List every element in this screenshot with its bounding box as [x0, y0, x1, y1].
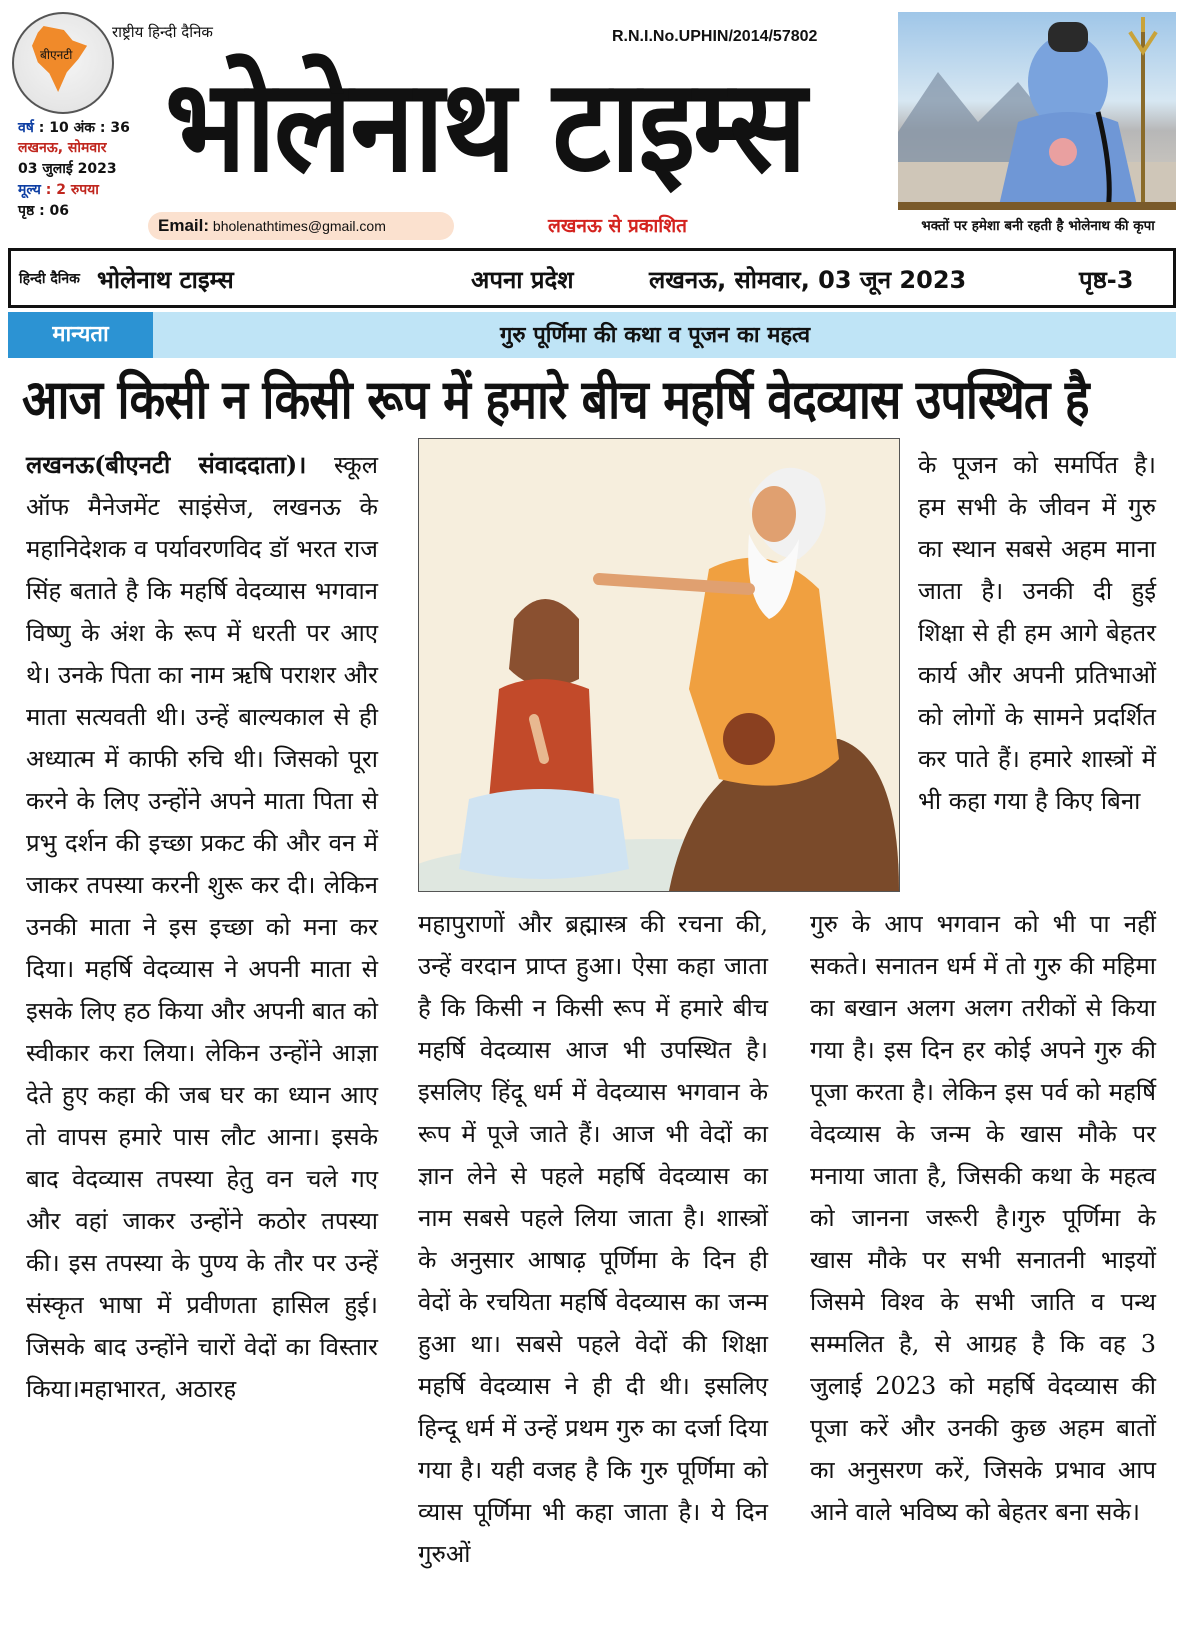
column-2-text: महापुराणों और ब्रह्मास्त्र की रचना की, उन्हें वरदान प्राप्त हुआ। ऐसा कहा जाता है कि किसी न किसी रूप में हमारे बीच महर्षि वेदव्यास आज भी उपस्थित है। इसलिए हिंदू धर्म में वेदव्यास भगवान के रूप में पूजे जाते हैं। आज भी वेदों का ज्ञान लेने से पहले महर्षि वेदव्यास का नाम सबसे पहले लिया जाता है। शास्त्रों के अनुसार आषाढ़ पूर्णिमा के दिन ही वेदों के रचयिता महर्षि वेदव्यास का जन्म हुआ था। सबसे पहले वेदों की शिक्षा महर्षि वेदव्यास ने ही दी थी। इसलिए हिन्दू धर्म में उन्हें प्रथम गुरु का दर्जा दिया गया है। यही वजह है कि गुरु पूर्णिमा को व्यास पूर्णिमा भी कहा जाता है। ये दिन गुरुओं [418, 910, 768, 1568]
page-count: पृष्ठ : 06 [18, 203, 70, 219]
shiva-image [898, 12, 1176, 210]
published-from: लखनऊ से प्रकाशित [548, 215, 687, 237]
email-pill[interactable] [148, 212, 454, 240]
volume-value: : 10 अंक : 36 [38, 120, 130, 136]
tagline: राष्ट्रीय हिन्दी दैनिक [112, 23, 213, 41]
column-3-bottom-text: गुरु के आप भगवान को भी पा नहीं सकते। सनातन धर्म में तो गुरु की महिमा का बखान अलग अलग तरीकों से किया गया है। इस दिन हर कोई अपने गुरु की पूजा करता है। लेकिन इस पर्व को महर्षि वेदव्यास के जन्म के खास मौके पर मनाया जाता है, जिसकी कथा के महत्व को जानना जरूरी है।गुरु पूर्णिमा के खास मौके पर सभी सनातनी भाइयों जिसमे विश्व के सभी जाति व पन्थ सम्मलित है, से आग्रह है कि वह 3 जुलाई 2023 को महर्षि वेदव्यास की पूजा करें और उनकी कुछ अहम बातों का अनुसरण करें, जिसके प्रभाव आप आने वाले भविष्य को बेहतर बना सके। [810, 910, 1156, 1526]
article-column-3-bottom [810, 903, 1156, 1533]
email-address[interactable]: bholenathtimes@gmail.com [212, 218, 386, 234]
volume-line [18, 118, 130, 137]
issue-date: 03 जुलाई 2023 [18, 161, 117, 177]
price-line [18, 180, 99, 199]
newspaper-logo [12, 12, 114, 114]
article-column-3-top [918, 444, 1156, 822]
section-label: मान्यता [8, 312, 153, 358]
email-label: Email: [158, 216, 210, 235]
sage-and-disciple-icon [419, 439, 899, 891]
paper-name: भोलेनाथ टाइम्स [97, 266, 234, 294]
price-value: : 2 रुपया [45, 182, 99, 198]
article-column-2 [418, 903, 768, 1575]
volume-label: वर्ष [18, 120, 34, 136]
shiva-illustration-icon [898, 12, 1176, 210]
vedvyas-illustration [418, 438, 900, 892]
place-day: लखनऊ, सोमवार [18, 140, 107, 156]
dateline: लखनऊ, सोमवार, 03 जून 2023 [649, 266, 967, 294]
article-column-1 [26, 444, 378, 1410]
article-headline: आज किसी न किसी रूप में हमारे बीच महर्षि वेदव्यास उपस्थित है [22, 368, 1089, 431]
price-label: मूल्य [18, 182, 41, 198]
paper-prefix: हिन्दी दैनिक [19, 271, 80, 287]
section-topic: गुरु पूर्णिमा की कथा व पूजन का महत्व [500, 323, 811, 348]
rni-number: R.N.I.No.UPHIN/2014/57802 [612, 28, 818, 45]
page-number: पृष्ठ-3 [1079, 266, 1134, 294]
newspaper-title: भोलेनाथ टाइम्स [165, 52, 805, 201]
page-header-strip [8, 248, 1176, 308]
image-caption: भक्तों पर हमेशा बनी रहती है भोलेनाथ की कृपा [921, 218, 1155, 234]
column-3-top-text: के पूजन को समर्पित है। हम सभी के जीवन में गुरु का स्थान सबसे अहम माना जाता है। उनकी दी हुई शिक्षा से ही हम आगे बेहतर कार्य और अपनी प्रतिभाओं को लोगों के सामने प्रदर्शित कर पाते हैं। हमारे शास्त्रों में भी कहा गया है किए बिना [918, 451, 1156, 815]
byline: लखनऊ(बीएनटी संवाददाता)। [26, 450, 307, 479]
section-name: अपना प्रदेश [471, 266, 574, 294]
column-1-text: स्कूल ऑफ मैनेजमेंट साइंसेज, लखनऊ के महानिदेशक व पर्यावरणविद डॉ भरत राज सिंह बताते है कि महर्षि वेदव्यास भगवान विष्णु के अंश के रूप में धरती पर आए थे। उनके पिता का नाम ऋषि पराशर और माता सत्यवती थी। उन्हें बाल्यकाल से ही अध्यात्म में काफी रुचि थी। जिसको पूरा करने के लिए उन्होंने अपने माता पिता से प्रभु दर्शन की इच्छा प्रकट की और वन में जाकर तपस्या करनी शुरू कर दी। लेकिन उनकी माता ने इस इच्छा को मना कर दिया। महर्षि वेदव्यास ने अपनी माता से इसके लिए हठ किया और अपनी बात को स्वीकार करा लिया। लेकिन उन्होंने आज्ञा देते हुए कहा की जब घर का ध्यान आए तो वापस हमारे पास लौट आना। इसके बाद वेदव्यास तपस्या हेतु वन चले गए और वहां जाकर उन्होंने कठोर तपस्या की। इस तपस्या के पुण्य के तौर पर उन्हें संस्कृत भाषा में प्रवीणता हासिल हुई। जिसके बाद उन्होंने चारों वेदों का विस्तार किया।महाभारत, अठारह [26, 451, 378, 1403]
logo-text: बीएनटी [40, 48, 73, 62]
